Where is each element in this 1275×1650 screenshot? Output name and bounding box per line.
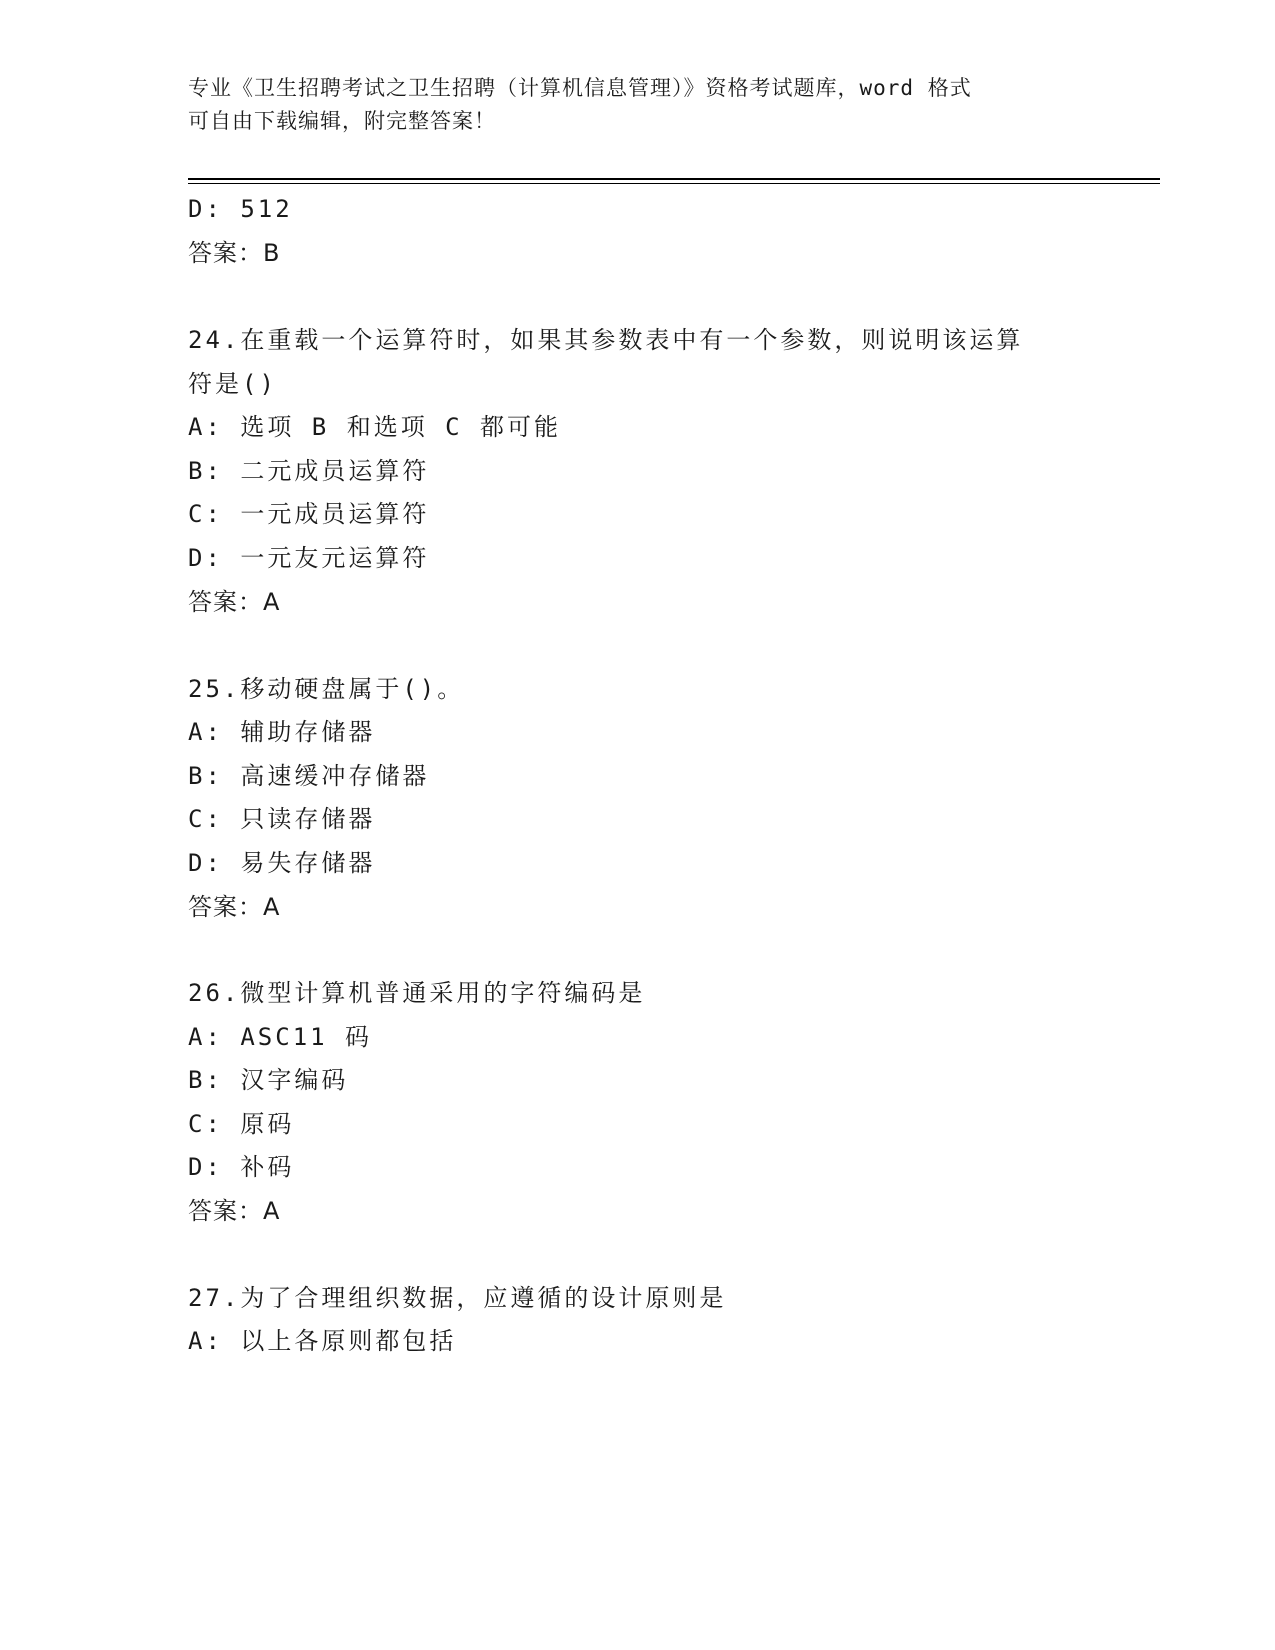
q25-stem: 25.移动硬盘属于()。: [188, 675, 465, 703]
q25-option-d: D: 易失存储器: [188, 849, 376, 877]
q25-option-c: C: 只读存储器: [188, 805, 376, 833]
header-line-1: 专业《卫生招聘考试之卫生招聘（计算机信息管理）》资格考试题库，word 格式: [188, 76, 972, 100]
q25-answer: 答案：A: [188, 893, 281, 921]
q26-stem: 26.微型计算机普通采用的字符编码是: [188, 979, 646, 1007]
q26-option-c: C: 原码: [188, 1110, 295, 1138]
q24-stem-line-1: 24.在重载一个运算符时，如果其参数表中有一个参数，则说明该运算: [188, 326, 1024, 354]
prev-answer: 答案：B: [188, 239, 281, 267]
q26-answer: 答案：A: [188, 1197, 281, 1225]
document-header: [188, 72, 1088, 138]
q24-answer: 答案：A: [188, 588, 281, 616]
prev-option-d: D: 512: [188, 195, 293, 223]
q26-option-a: A: ASC11 码: [188, 1023, 373, 1051]
q26-option-b: B: 汉字编码: [188, 1066, 349, 1094]
q27-stem: 27.为了合理组织数据，应遵循的设计原则是: [188, 1284, 727, 1312]
q24-option-d: D: 一元友元运算符: [188, 544, 430, 572]
q24-option-b: B: 二元成员运算符: [188, 457, 430, 485]
header-line-2: 可自由下载编辑，附完整答案！: [188, 109, 496, 133]
q27-option-a: A: 以上各原则都包括: [188, 1327, 457, 1355]
header-divider-thick: [188, 178, 1160, 180]
q24-option-a: A: 选项 B 和选项 C 都可能: [188, 413, 562, 441]
header-divider-thin: [188, 183, 1160, 184]
q25-option-b: B: 高速缓冲存储器: [188, 762, 430, 790]
q26-option-d: D: 补码: [188, 1153, 295, 1181]
q25-option-a: A: 辅助存储器: [188, 718, 376, 746]
q24-option-c: C: 一元成员运算符: [188, 500, 430, 528]
q24-stem-line-2: 符是(): [188, 370, 277, 398]
